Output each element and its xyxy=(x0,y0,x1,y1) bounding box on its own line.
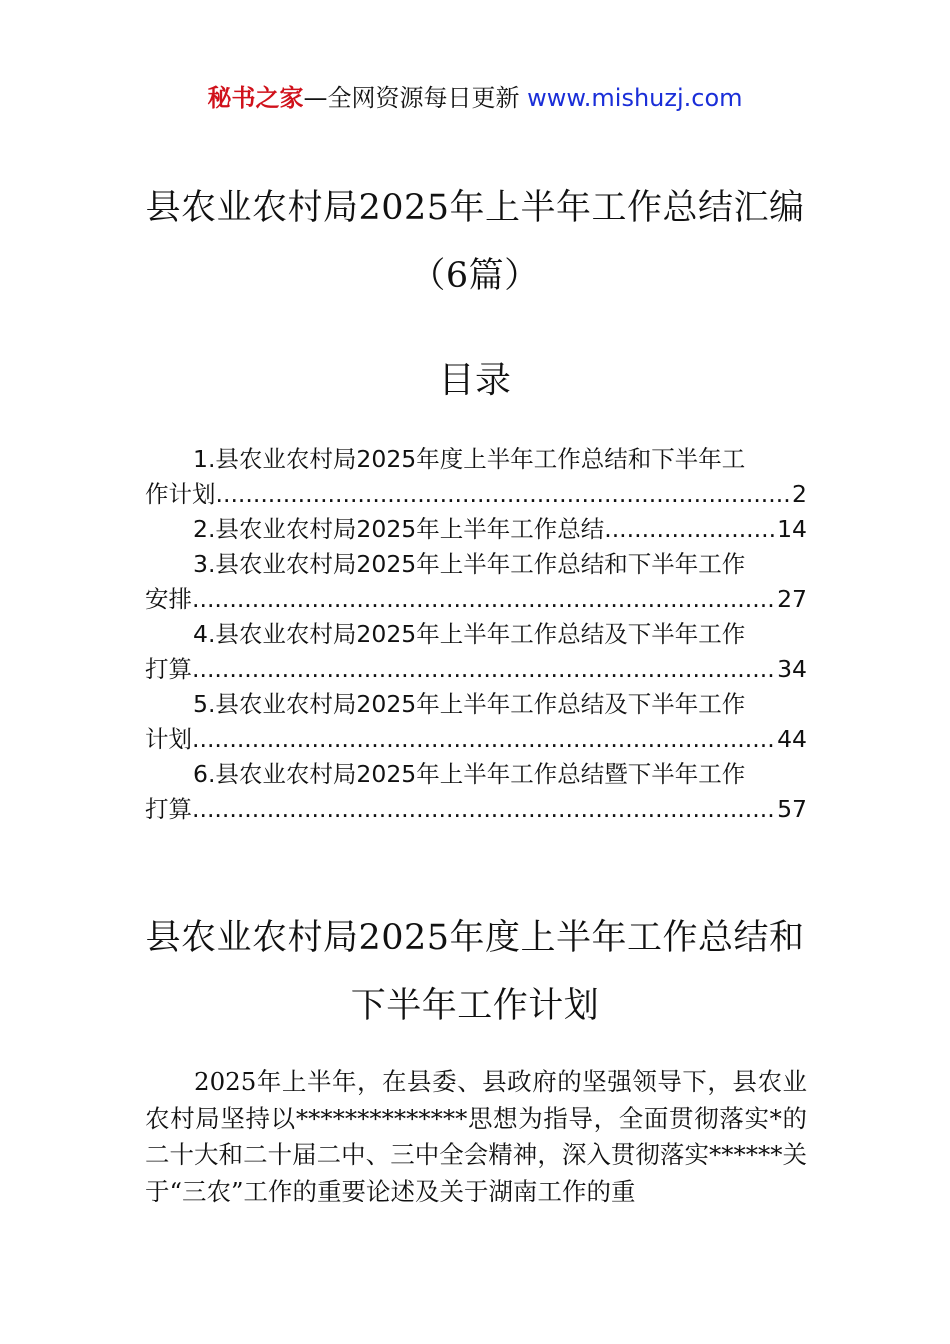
document-title-count: （6篇） xyxy=(410,256,540,296)
toc-heading: 目录 xyxy=(438,360,512,401)
document-title: 县农业农村局2025年上半年工作总结汇编 xyxy=(145,188,805,228)
toc-entry-title-cont: 安排 xyxy=(145,585,192,613)
body-paragraph: 2025年上半年，在县委、县政府的坚强领导下，县农业农村局坚持以**************思想为指导，全面贯彻落实*的二十大和二十届二中、三中全会精神，深入贯彻落实******关于“三农”工作的重要论述及关于湖南工作的重 xyxy=(145,1067,807,1206)
toc-entry[interactable] xyxy=(145,547,807,617)
toc-entry-title: 4.县农业农村局2025年上半年工作总结及下半年工作 xyxy=(193,620,746,648)
toc-entry-title: 6.县农业农村局2025年上半年工作总结暨下半年工作 xyxy=(193,760,746,788)
brand-name: 秘书之家 xyxy=(207,84,304,112)
toc-leader xyxy=(216,477,793,512)
toc-entry-page: 44 xyxy=(777,725,807,753)
toc-entry-title-cont: 作计划 xyxy=(145,480,216,508)
body-text xyxy=(145,1064,807,1210)
toc-entry-page: 2 xyxy=(792,480,807,508)
toc-entry-page: 14 xyxy=(777,515,807,543)
toc-entry-page: 27 xyxy=(777,585,807,613)
toc-leader xyxy=(192,792,777,827)
toc-entry-page: 57 xyxy=(777,795,807,823)
toc-entry[interactable] xyxy=(145,442,807,512)
toc-entry[interactable] xyxy=(145,512,807,547)
toc-entry[interactable] xyxy=(145,617,807,687)
toc-entry-title: 1.县农业农村局2025年度上半年工作总结和下半年工 xyxy=(193,445,746,473)
toc-entry-page: 34 xyxy=(777,655,807,683)
toc-leader xyxy=(604,512,777,547)
section-title-cont: 下半年工作计划 xyxy=(350,986,600,1026)
toc-entry-title-cont: 计划 xyxy=(145,725,192,753)
section-title: 县农业农村局2025年度上半年工作总结和 xyxy=(145,918,805,958)
site-header xyxy=(0,78,950,113)
toc-entry-title: 3.县农业农村局2025年上半年工作总结和下半年工作 xyxy=(193,550,746,578)
toc-entry[interactable] xyxy=(145,757,807,827)
toc-leader xyxy=(192,582,777,617)
header-tagline: —全网资源每日更新 xyxy=(303,84,528,112)
toc-leader xyxy=(192,722,777,757)
table-of-contents xyxy=(145,442,807,827)
toc-entry[interactable] xyxy=(145,687,807,757)
toc-entry-title-cont: 打算 xyxy=(145,795,192,823)
toc-entry-title-cont: 打算 xyxy=(145,655,192,683)
toc-entry-title: 5.县农业农村局2025年上半年工作总结及下半年工作 xyxy=(193,690,746,718)
site-url-link[interactable]: www.mishuzj.com xyxy=(527,84,743,112)
toc-entry-title: 2.县农业农村局2025年上半年工作总结 xyxy=(193,515,605,543)
toc-leader xyxy=(192,652,777,687)
